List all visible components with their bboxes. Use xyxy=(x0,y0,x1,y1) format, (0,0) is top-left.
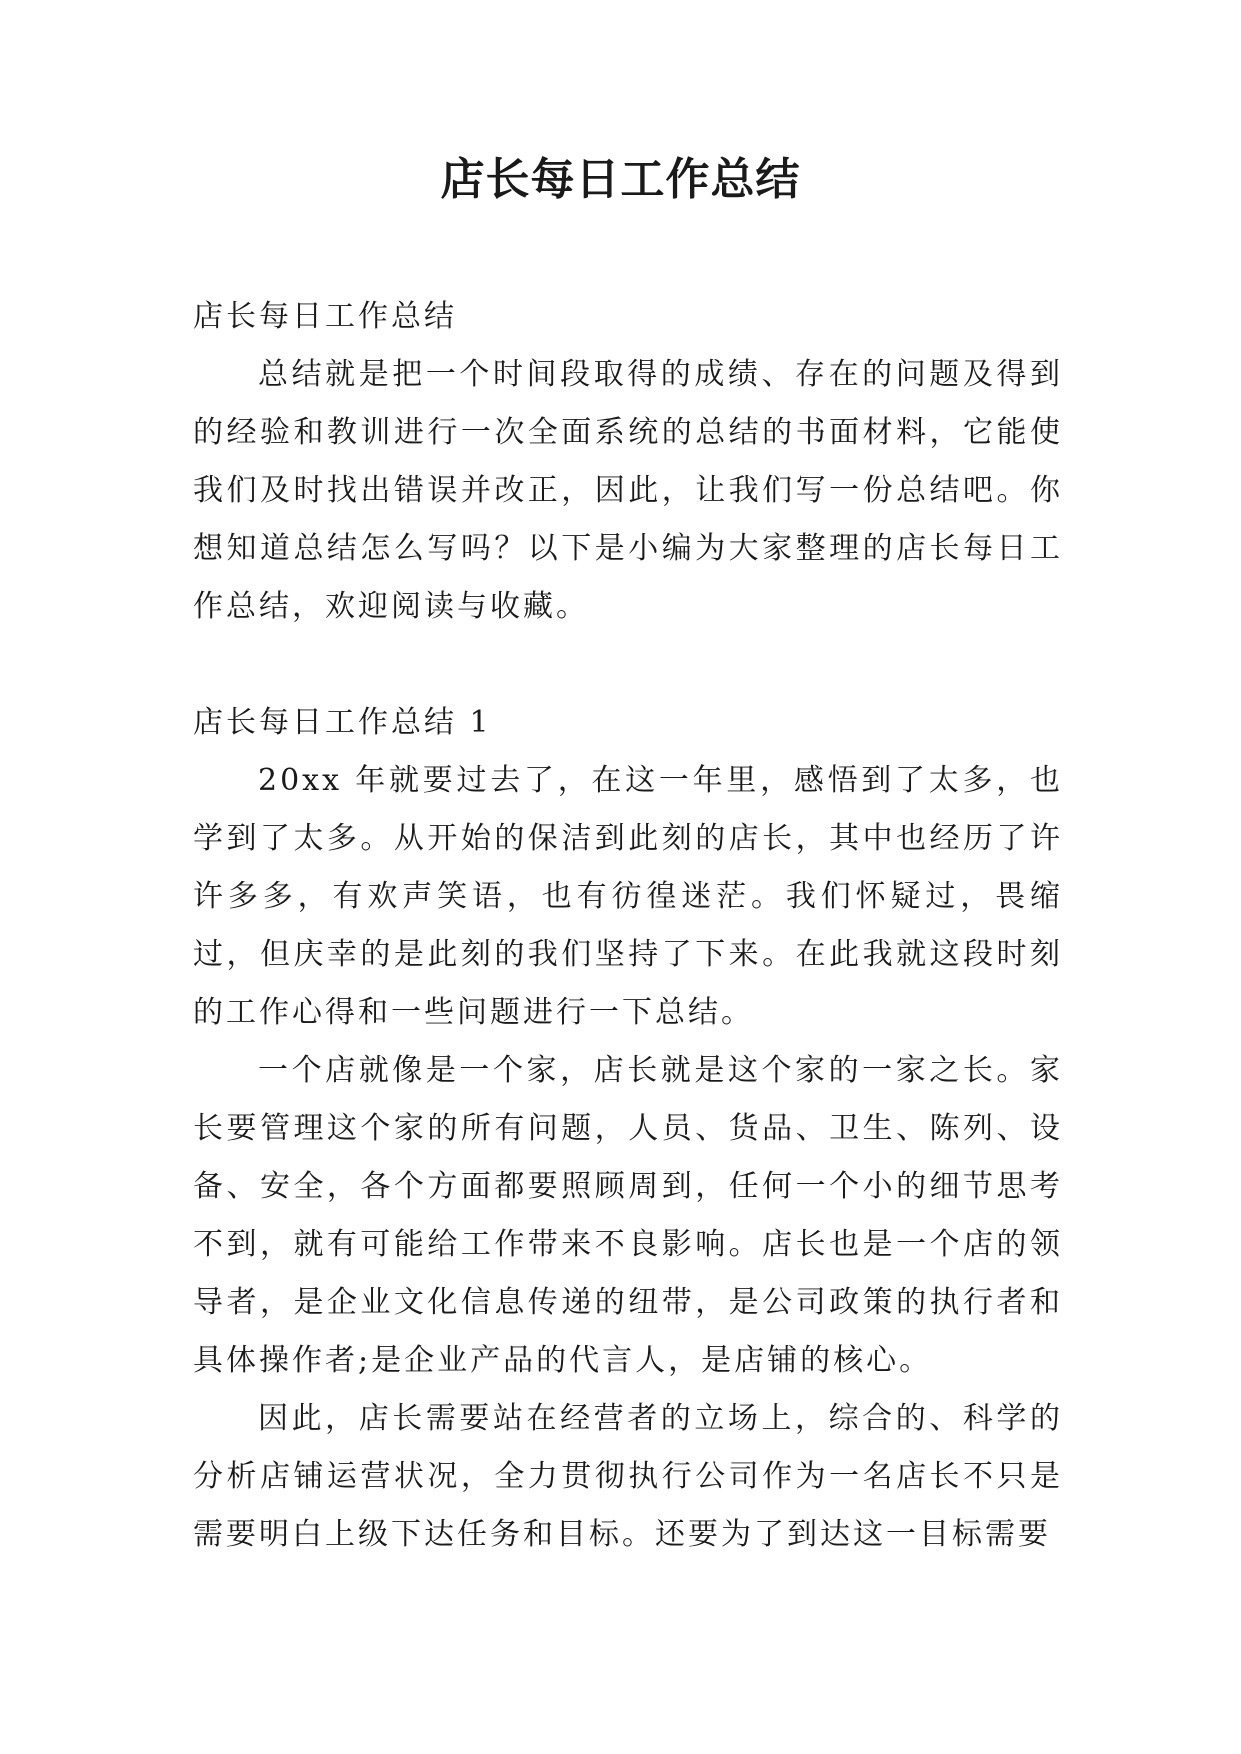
section-spacer xyxy=(193,636,1063,694)
document-body xyxy=(193,288,1063,1564)
section1-paragraph: 20xx 年就要过去了，在这一年里，感悟到了太多，也学到了太多。从开始的保洁到此刻的店长，其中也经历了许许多多，有欢声笑语，也有彷徨迷茫。我们怀疑过，畏缩过，但庆幸的是此刻的我们坚持了下来。在此我就这段时刻的工作心得和一些问题进行一下总结。 xyxy=(193,763,1063,1030)
document-title: 店长每日工作总结 xyxy=(440,154,801,205)
section1-paragraph: 一个店就像是一个家，店长就是这个家的一家之长。家长要管理这个家的所有问题，人员、货品、卫生、陈列、设备、安全，各个方面都要照顾周到，任何一个小的细节思考不到，就有可能给工作带来不良影响。店长也是一个店的领导者，是企业文化信息传递的纽带，是公司政策的执行者和具体操作者;是企业产品的代言人，是店铺的核心。 xyxy=(193,1053,1063,1378)
section1-heading: 店长每日工作总结 1 xyxy=(193,705,492,740)
intro-paragraph: 总结就是把一个时间段取得的成绩、存在的问题及得到的经验和教训进行一次全面系统的总结的书面材料，它能使我们及时找出错误并改正，因此，让我们写一份总结吧。你想知道总结怎么写吗？以下是小编为大家整理的店长每日工作总结，欢迎阅读与收藏。 xyxy=(193,357,1063,624)
intro-heading: 店长每日工作总结 xyxy=(193,299,457,334)
section1-paragraph: 因此，店长需要站在经营者的立场上，综合的、科学的分析店铺运营状况，全力贯彻执行公司作为一名店长不只是需要明白上级下达任务和目标。还要为了到达这一目标需要 xyxy=(193,1401,1063,1552)
